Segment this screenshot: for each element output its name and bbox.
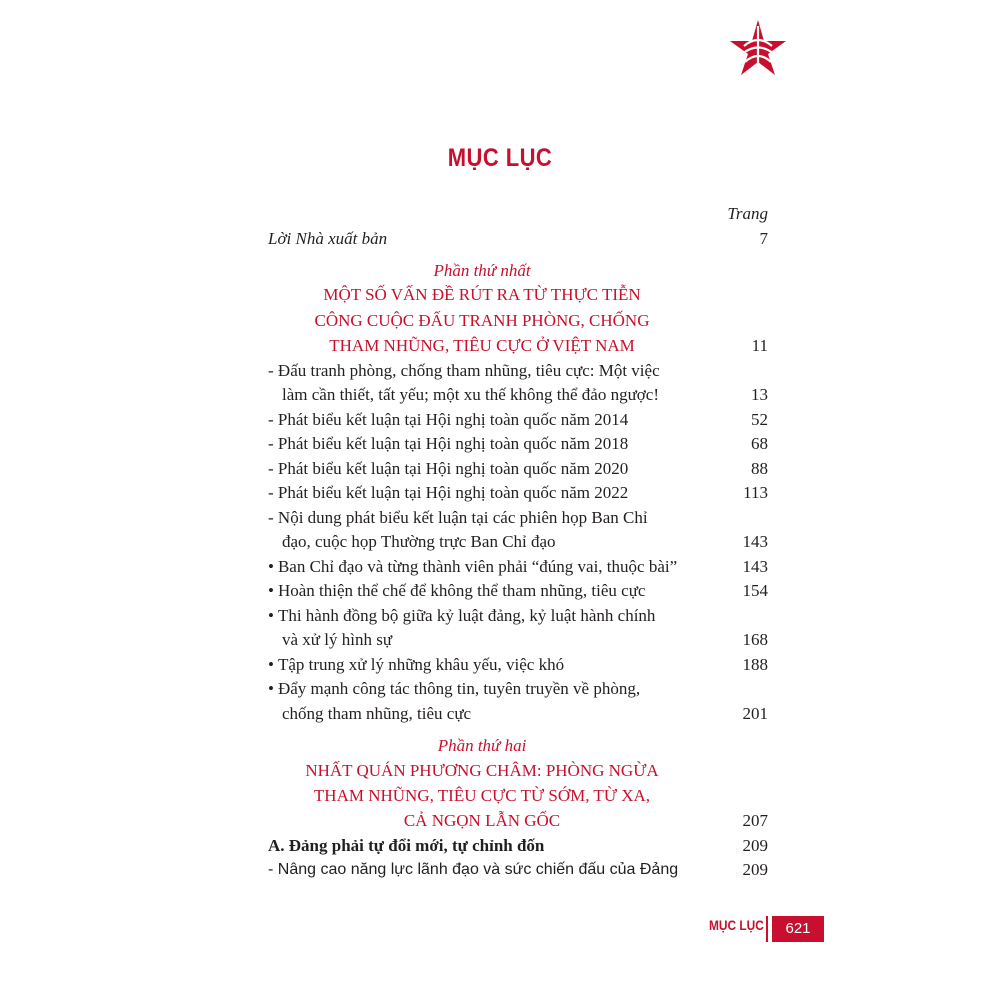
toc-item-line: đạo, cuộc họp Thường trực Ban Chỉ đạo bbox=[282, 532, 556, 551]
toc-item-line: - Đấu tranh phòng, chống tham nhũng, tiêu cực: Một việc bbox=[268, 361, 660, 380]
part-two-title-line-1: NHẤT QUÁN PHƯƠNG CHÂM: PHÒNG NGỪA bbox=[305, 761, 659, 780]
toc-page-number: 207 bbox=[742, 811, 768, 830]
toc-page-number: 113 bbox=[743, 483, 768, 502]
part-two-label: Phần thứ hai bbox=[437, 736, 527, 755]
toc-entry-preface: Lời Nhà xuất bản bbox=[268, 229, 388, 248]
section-a-heading: A. Đảng phải tự đổi mới, tự chỉnh đốn bbox=[268, 836, 545, 855]
part-one-label: Phần thứ nhất bbox=[433, 261, 531, 280]
part-one-title-line-1: MỘT SỐ VẤN ĐỀ RÚT RA TỪ THỰC TIỄN bbox=[323, 285, 641, 304]
page-title: MỤC LỤC bbox=[447, 144, 553, 172]
toc-page-number: 52 bbox=[751, 410, 768, 429]
toc-bullet-item: • Đẩy mạnh công tác thông tin, tuyên truyền về phòng, bbox=[268, 678, 640, 700]
part-one-title-line-2: CÔNG CUỘC ĐẤU TRANH PHÒNG, CHỐNG bbox=[314, 311, 650, 330]
footer-divider bbox=[766, 916, 768, 942]
toc-bullet-item: • Thi hành đồng bộ giữa kỷ luật đảng, kỷ luật hành chính bbox=[268, 605, 655, 627]
toc-item-line: - Nâng cao năng lực lãnh đạo và sức chiến đấu của Đảng bbox=[268, 861, 679, 878]
toc-page-number: 209 bbox=[742, 860, 768, 879]
toc-item-line: - Phát biểu kết luận tại Hội nghị toàn quốc năm 2022 bbox=[268, 483, 629, 502]
toc-page-number: 188 bbox=[742, 655, 768, 674]
toc-item-line: - Phát biểu kết luận tại Hội nghị toàn quốc năm 2018 bbox=[268, 434, 629, 453]
toc-bullet-item: • Hoàn thiện thể chế để không thể tham nhũng, tiêu cực bbox=[268, 580, 645, 602]
toc-page-number: 168 bbox=[742, 630, 768, 649]
toc-page-number: 68 bbox=[751, 434, 768, 453]
toc-item-line: - Phát biểu kết luận tại Hội nghị toàn quốc năm 2014 bbox=[268, 410, 629, 429]
part-two-title-line-3: CẢ NGỌN LẪN GỐC bbox=[403, 811, 561, 830]
toc-page-number: 154 bbox=[742, 581, 768, 600]
toc-page-number: 143 bbox=[742, 532, 768, 551]
toc-page-number: 201 bbox=[742, 704, 768, 723]
footer-section-label: MỤC LỤC bbox=[709, 917, 764, 933]
toc-page-number: 88 bbox=[751, 459, 768, 478]
toc-page-number: 7 bbox=[759, 229, 768, 248]
toc-bullet-item: • Tập trung xử lý những khâu yếu, việc khó bbox=[268, 654, 564, 676]
toc-page-number: 11 bbox=[751, 336, 768, 355]
part-two-title-line-2: THAM NHŨNG, TIÊU CỰC TỪ SỚM, TỪ XA, bbox=[313, 786, 651, 805]
toc-item-line: - Nội dung phát biểu kết luận tại các phiên họp Ban Chỉ bbox=[268, 508, 648, 527]
page-column-label: Trang bbox=[727, 204, 768, 223]
toc-item-line: chống tham nhũng, tiêu cực bbox=[282, 704, 472, 723]
toc-page-number: 143 bbox=[742, 557, 768, 576]
toc-bullet-item: • Ban Chỉ đạo và từng thành viên phải “đúng vai, thuộc bài” bbox=[268, 556, 677, 578]
toc-page-number: 209 bbox=[742, 836, 768, 855]
toc-item-line: - Phát biểu kết luận tại Hội nghị toàn quốc năm 2020 bbox=[268, 459, 629, 478]
toc-page-number: 13 bbox=[751, 385, 768, 404]
part-one-title-line-3: THAM NHŨNG, TIÊU CỰC Ở VIỆT NAM bbox=[329, 336, 635, 355]
toc-item-line: làm cần thiết, tất yếu; một xu thế không thể đảo ngược! bbox=[282, 385, 659, 404]
toc-item-line: và xử lý hình sự bbox=[282, 630, 393, 649]
footer-page-number: 621 bbox=[772, 916, 824, 942]
